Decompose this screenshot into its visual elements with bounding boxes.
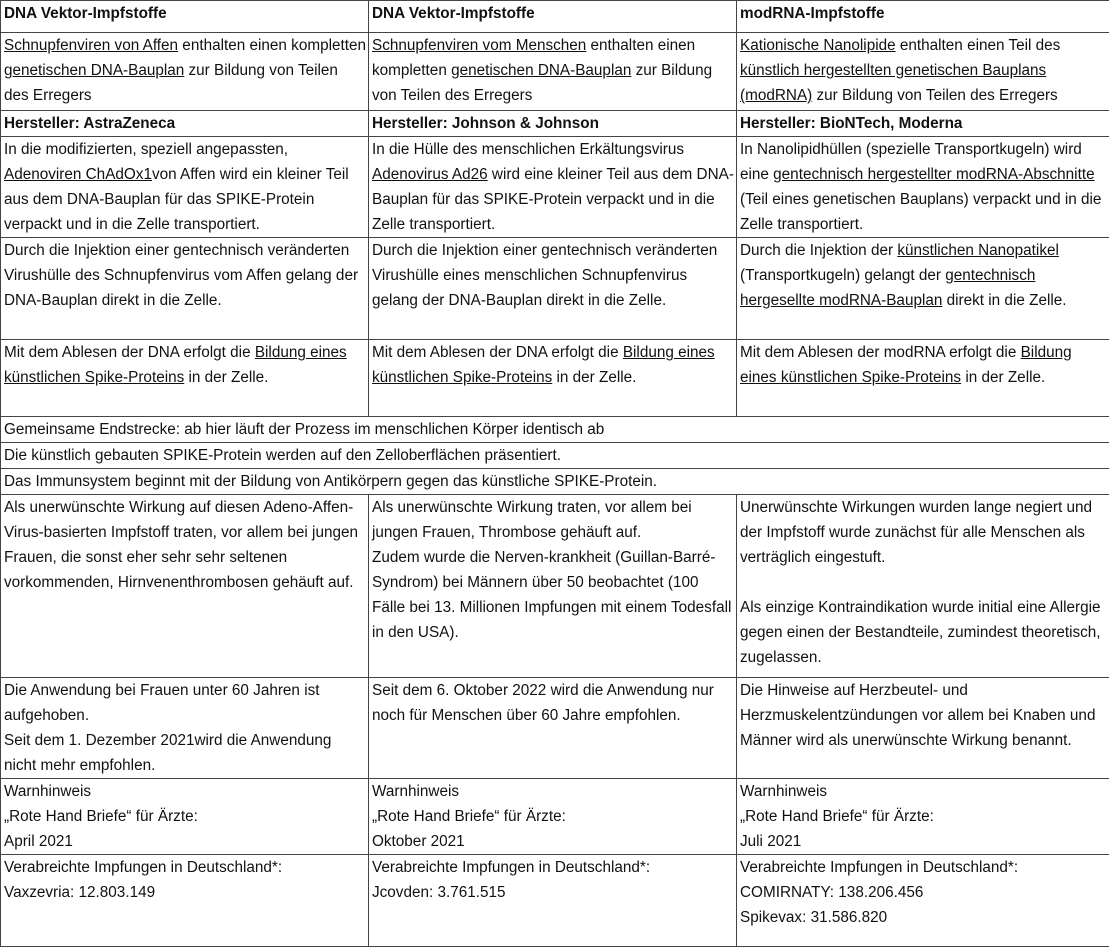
cell-text: (Transportkugeln) gelangt der [740, 267, 946, 284]
doses-row [1, 855, 1109, 947]
side-effects-cell [369, 495, 737, 678]
injection-cell [737, 238, 1109, 340]
doses-line: Verabreichte Impfungen in Deutschland*: [4, 859, 283, 876]
underlined-term: genetischen DNA-Bauplan [451, 62, 632, 79]
carrier-cell [1, 33, 369, 111]
carrier-row [1, 33, 1109, 111]
cell-text: direkt in die Zelle. [942, 292, 1067, 309]
doses-cell [1, 855, 369, 947]
cell-text: In Nanolipidhüllen (spezielle Transportkugeln) wird eine [740, 141, 1082, 183]
warning-cell [737, 779, 1109, 855]
doses-line: Vaxzevria: 12.803.149 [4, 884, 156, 901]
side-effects-line: Als unerwünschte Wirkung auf diesen Adeno-Affen-Virus-basierten Impfstoff traten, vor allem bei jungen Frauen, die sonst eher sehr sehr seltenen vorkommenden, Hirnvenenthrombosen gehäuft auf. [4, 499, 358, 591]
shared-row [1, 469, 1109, 495]
underlined-term: gentechnisch hergestellter modRNA-Abschnitte [773, 166, 1095, 183]
usage-line: Seit dem 6. Oktober 2022 wird die Anwendung nur noch für Menschen über 60 Jahre empfohlen. [372, 682, 714, 724]
cell-text: enthalten einen kompletten [178, 37, 367, 54]
shared-cell: Die künstlich gebauten SPIKE-Protein werden auf den Zelloberflächen präsentiert. [1, 443, 1109, 469]
cell-text: Mit dem Ablesen der DNA erfolgt die [4, 344, 255, 361]
usage-cell [369, 678, 737, 779]
manufacturer-cell: Hersteller: BioNTech, Moderna [737, 111, 1109, 137]
underlined-term: genetischen DNA-Bauplan [4, 62, 185, 79]
doses-line: Jcovden: 3.761.515 [372, 884, 506, 901]
shared-cell: Gemeinsame Endstrecke: ab hier läuft der Prozess im menschlichen Körper identisch ab [1, 417, 1109, 443]
warning-cell [369, 779, 737, 855]
packaging-cell [369, 137, 737, 238]
doses-line: Verabreichte Impfungen in Deutschland*: [372, 859, 651, 876]
manufacturer-cell: Hersteller: AstraZeneca [1, 111, 369, 137]
column-title: DNA Vektor-Impfstoffe [1, 1, 369, 33]
side-effects-line: Als einzige Kontraindikation wurde initial eine Allergie gegen einen der Bestandteile, zumindest theoretisch, zugelassen. [740, 599, 1101, 666]
cell-text: enthalten einen kompletten [372, 37, 696, 79]
warning-row [1, 779, 1109, 855]
cell-text: von Affen wird ein kleiner Teil aus dem DNA-Bauplan für das SPIKE-Protein verpackt und in die Zelle transportiert. [4, 166, 349, 233]
shared-cell: Das Immunsystem beginnt mit der Bildung von Antikörpern gegen das künstliche SPIKE-Protein. [1, 469, 1109, 495]
cell-text: Mit dem Ablesen der DNA erfolgt die [372, 344, 623, 361]
warning-line: Juli 2021 [740, 833, 802, 850]
cell-text: Durch die Injektion der [740, 242, 898, 259]
side-effects-cell [737, 495, 1109, 678]
cell-text: enthalten einen Teil des [895, 37, 1061, 54]
header-row [1, 1, 1109, 33]
shared-row [1, 443, 1109, 469]
side-effects-line: Unerwünschte Wirkungen wurden lange negiert und der Impfstoff wurde zunächst für alle Menschen als verträglich eingestuft. [740, 499, 1093, 566]
cell-text: In die modifizierten, speziell angepassten, [4, 141, 289, 158]
side-effects-cell [1, 495, 369, 678]
underlined-term: Bildung eines künstlichen Spike-Proteins [4, 344, 347, 386]
carrier-cell [737, 33, 1109, 111]
cell-text: Durch die Injektion einer gentechnisch veränderten Virushülle eines menschlichen Schnupfenvirus gelang der DNA-Bauplan direkt in die Zelle. [372, 242, 718, 309]
manufacturer-cell: Hersteller: Johnson & Johnson [369, 111, 737, 137]
usage-cell [737, 678, 1109, 779]
doses-line: Verabreichte Impfungen in Deutschland*: [740, 859, 1019, 876]
side-effects-row [1, 495, 1109, 678]
underlined-term: Adenovirus Ad26 [372, 166, 488, 183]
warning-line: April 2021 [4, 833, 73, 850]
cell-text: wird eine kleiner Teil aus dem DNA-Bauplan für das SPIKE-Protein verpackt und in die Zelle transportiert. [372, 166, 734, 233]
cell-text: zur Bildung von Teilen des Erregers [372, 62, 713, 104]
cell-text: in der Zelle. [184, 369, 269, 386]
injection-cell [369, 238, 737, 340]
cell-text: zur Bildung von Teilen des Erregers [4, 62, 338, 104]
underlined-term: Adenoviren ChAdOx1 [4, 166, 152, 183]
carrier-cell [369, 33, 737, 111]
cell-text: in der Zelle. [552, 369, 637, 386]
reading-cell [1, 340, 369, 417]
warning-line: Warnhinweis [4, 783, 91, 800]
packaging-row [1, 137, 1109, 238]
manufacturer-row [1, 111, 1109, 137]
underlined-term: Kationische Nanolipide [740, 37, 896, 54]
underlined-term: gentechnisch hergesellte modRNA-Bauplan [740, 267, 1036, 309]
doses-cell [737, 855, 1109, 947]
side-effects-line [740, 570, 1107, 595]
cell-text: Durch die Injektion einer gentechnisch veränderten Virushülle des Schnupfenvirus vom Affen gelang der DNA-Bauplan direkt in die Zelle. [4, 242, 359, 309]
side-effects-line: Zudem wurde die Nerven-krankheit (Guillan-Barré-Syndrom) bei Männern über 50 beobachtet (100 Fälle bei 13. Millionen Impfungen mit einem Todesfall in den USA). [372, 549, 732, 641]
usage-cell [1, 678, 369, 779]
doses-line: Spikevax: 31.586.820 [740, 909, 888, 926]
packaging-cell [1, 137, 369, 238]
cell-text: zur Bildung von Teilen des Erregers [812, 87, 1058, 104]
reading-row [1, 340, 1109, 417]
column-title: DNA Vektor-Impfstoffe [369, 1, 737, 33]
warning-line: Oktober 2021 [372, 833, 465, 850]
warning-line: „Rote Hand Briefe“ für Ärzte: [4, 808, 198, 825]
underlined-term: Schnupfenviren von Affen [4, 37, 179, 54]
doses-line: COMIRNATY: 138.206.456 [740, 884, 924, 901]
injection-row [1, 238, 1109, 340]
underlined-term: künstlich hergestellten genetischen Bauplans (modRNA) [740, 62, 1047, 104]
warning-line: „Rote Hand Briefe“ für Ärzte: [740, 808, 934, 825]
underlined-term: Bildung eines künstlichen Spike-Proteins [740, 344, 1072, 386]
cell-text: (Teil eines genetischen Bauplans) verpackt und in die Zelle transportiert. [740, 191, 1102, 233]
injection-cell [1, 238, 369, 340]
cell-text: In die Hülle des menschlichen Erkältungsvirus [372, 141, 685, 158]
underlined-term: Bildung eines künstlichen Spike-Proteins [372, 344, 715, 386]
cell-text: Mit dem Ablesen der modRNA erfolgt die [740, 344, 1021, 361]
warning-line: Warnhinweis [740, 783, 827, 800]
reading-cell [369, 340, 737, 417]
usage-line: Seit dem 1. Dezember 2021wird die Anwendung nicht mehr empfohlen. [4, 732, 332, 774]
cell-text: in der Zelle. [961, 369, 1046, 386]
usage-row [1, 678, 1109, 779]
reading-cell [737, 340, 1109, 417]
doses-cell [369, 855, 737, 947]
usage-line: Die Anwendung bei Frauen unter 60 Jahren ist aufgehoben. [4, 682, 320, 724]
side-effects-line: Als unerwünschte Wirkung traten, vor allem bei jungen Frauen, Thrombose gehäuft auf. [372, 499, 692, 541]
packaging-cell [737, 137, 1109, 238]
usage-line: Die Hinweise auf Herzbeutel- und Herzmuskelentzündungen vor allem bei Knaben und Männer wird als unerwünschte Wirkung benannt. [740, 682, 1096, 749]
shared-row [1, 417, 1109, 443]
underlined-term: künstlichen Nanopatikel [897, 242, 1059, 259]
underlined-term: Schnupfenviren vom Menschen [372, 37, 587, 54]
column-title: modRNA-Impfstoffe [737, 1, 1109, 33]
warning-line: Warnhinweis [372, 783, 459, 800]
warning-line: „Rote Hand Briefe“ für Ärzte: [372, 808, 566, 825]
warning-cell [1, 779, 369, 855]
